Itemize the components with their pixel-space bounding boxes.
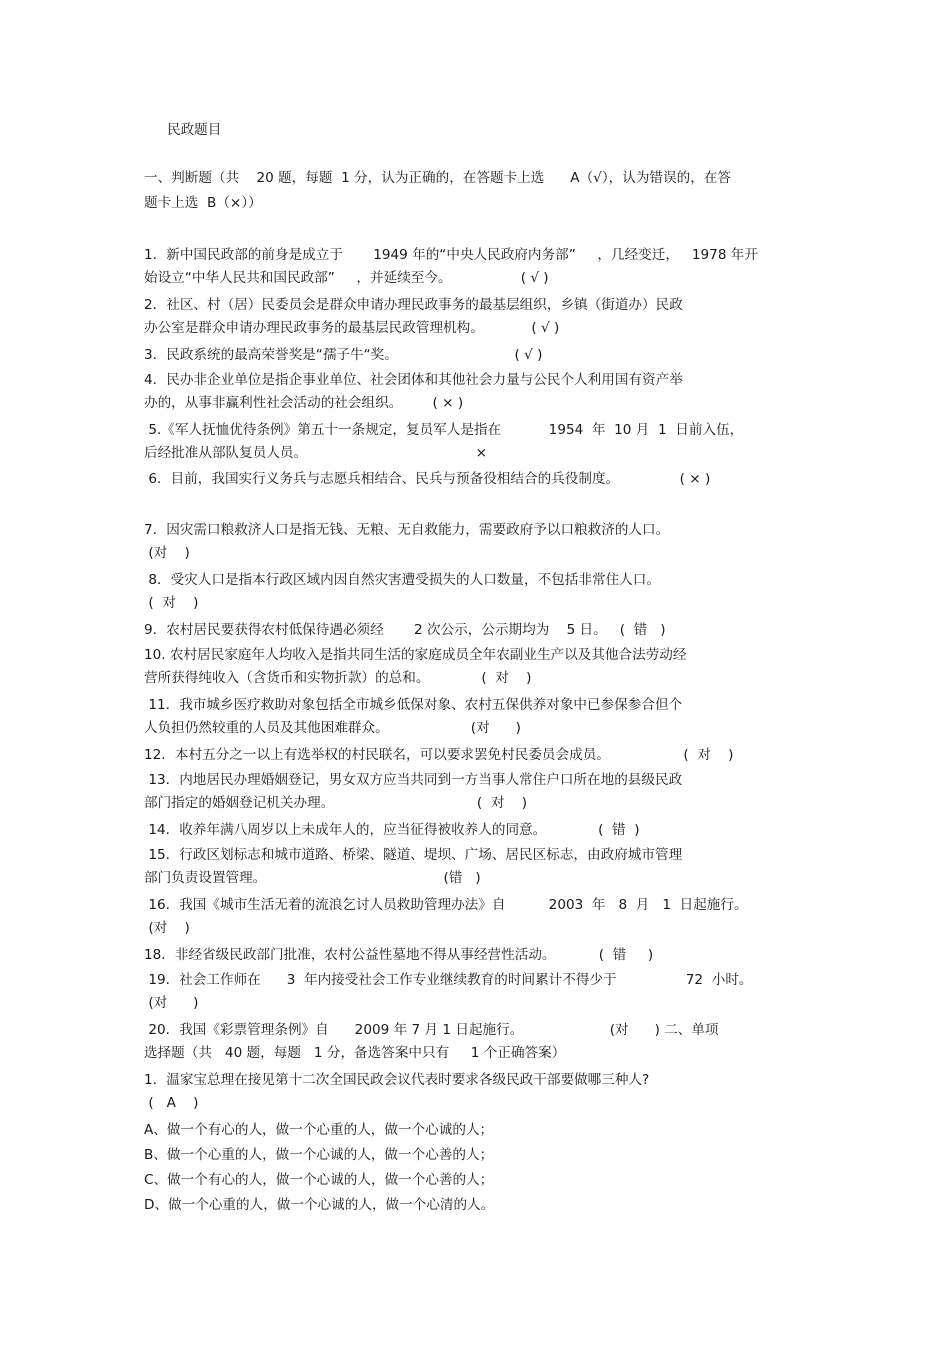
document-title: 民政题目 [167, 122, 222, 138]
text-line: 选择题（共 40 题，每题 1 分，备选答案中只有 1 个正确答案） [144, 1045, 566, 1061]
text-line: (对 ) [144, 995, 199, 1011]
text-line: B、做一个心重的人，做一个心诚的人，做一个心善的人； [144, 1147, 494, 1163]
text-line: C、做一个有心的人，做一个心诚的人，做一个心善的人； [144, 1172, 494, 1188]
text-line: ( 对 ) [144, 595, 199, 611]
text-line: 2．社区、村（居）民委员会是群众申请办理民政事务的最基层组织，乡镇（街道办）民政 [144, 297, 683, 313]
text-line: 5.《军人抚恤优待条例》第五十一条规定，复员军人是指在 1954 年 10 月 1 日前入伍， [144, 422, 744, 438]
text-line: 20．我国《彩票管理条例》自 2009 年 7 月 1 日起施行。 (对 ) 二、单项 [144, 1022, 719, 1038]
text-line: 6．目前，我国实行义务兵与志愿兵相结合、民兵与预备役相结合的兵役制度。 ( × ) [144, 471, 711, 487]
text-line: 12．本村五分之一以上有选举权的村民联名，可以要求罢免村民委员会成员。 ( 对 ) [144, 747, 734, 763]
text-line: 7．因灾需口粮救济人口是指无钱、无粮、无自救能力，需要政府予以口粮救济的人口。 [144, 522, 670, 538]
text-line: 始设立“中华人民共和国民政部” ，并延续至今。 ( √ ) [144, 270, 549, 286]
text-line: 办公室是群众申请办理民政事务的最基层民政管理机构。 ( √ ) [144, 320, 560, 336]
text-line: 人负担仍然较重的人员及其他困难群众。 (对 ) [144, 720, 521, 736]
text-line: 部门指定的婚姻登记机关办理。 ( 对 ) [144, 795, 528, 811]
text-line: 15．行政区划标志和城市道路、桥梁、隧道、堤坝、广场、居民区标志，由政府城市管理 [144, 847, 683, 863]
text-line: 9．农村居民要获得农村低保待遇必须经 2 次公示，公示期均为 5 日。 ( 错 ) [144, 622, 666, 638]
text-line: 营所获得纯收入（含货币和实物折款）的总和。 ( 对 ) [144, 670, 532, 686]
text-line: 13．内地居民办理婚姻登记，男女双方应当共同到一方当事人常住户口所在地的县级民政 [144, 772, 683, 788]
text-line: (对 ) [144, 545, 190, 561]
text-line: 1．新中国民政部的前身是成立于 1949 年的“中央人民政府内务部” ，几经变迁， 1978 年开 [144, 247, 758, 263]
text-line: 办的，从事非赢利性社会活动的社会组织。 ( × ) [144, 395, 464, 411]
text-line: ( A ) [144, 1095, 199, 1111]
text-line: 部门负责设置管理。 (错 ) [144, 870, 481, 886]
text-line: 10. 农村居民家庭年人均收入是指共同生活的家庭成员全年农副业生产以及其他合法劳动经 [144, 647, 687, 663]
text-line: A、做一个有心的人，做一个心重的人，做一个心诚的人； [144, 1122, 494, 1138]
text-line: 14．收养年满八周岁以上未成年人的，应当征得被收养人的同意。 ( 错 ) [144, 822, 640, 838]
text-line: D、做一个心重的人，做一个心诚的人，做一个心清的人。 [144, 1197, 495, 1213]
text-line: 后经批准从部队复员人员。 × [144, 445, 488, 461]
text-line: 19．社会工作师在 3 年内接受社会工作专业继续教育的时间累计不得少于 72 小时。 [144, 972, 753, 988]
text-line: (对 ) [144, 920, 190, 936]
text-line: 16．我国《城市生活无着的流浪乞讨人员救助管理办法》自 2003 年 8 月 1 日起施行。 [144, 897, 748, 913]
text-line: 1．温家宝总理在接见第十二次全国民政会议代表时要求各级民政干部要做哪三种人? [144, 1072, 650, 1088]
text-line: 8．受灾人口是指本行政区域内因自然灾害遭受损失的人口数量，不包括非常住人口。 [144, 572, 660, 588]
text-line: 4．民办非企业单位是指企事业单位、社会团体和其他社会力量与公民个人利用国有资产举 [144, 372, 683, 388]
section-heading-line-1: 一、判断题（共 20 题，每题 1 分，认为正确的，在答题卡上选 A（√），认为错误的，在答 [144, 170, 731, 186]
text-line: 18．非经省级民政部门批准，农村公益性墓地不得从事经营性活动。 ( 错 ) [144, 947, 654, 963]
text-line: 11．我市城乡医疗救助对象包括全市城乡低保对象、农村五保供养对象中已参保参合但个 [144, 697, 683, 713]
section-heading-line-2: 题卡上选 B（×）） [144, 195, 262, 211]
text-line: 3．民政系统的最高荣誉奖是“孺子牛“奖。 ( √ ) [144, 347, 543, 363]
